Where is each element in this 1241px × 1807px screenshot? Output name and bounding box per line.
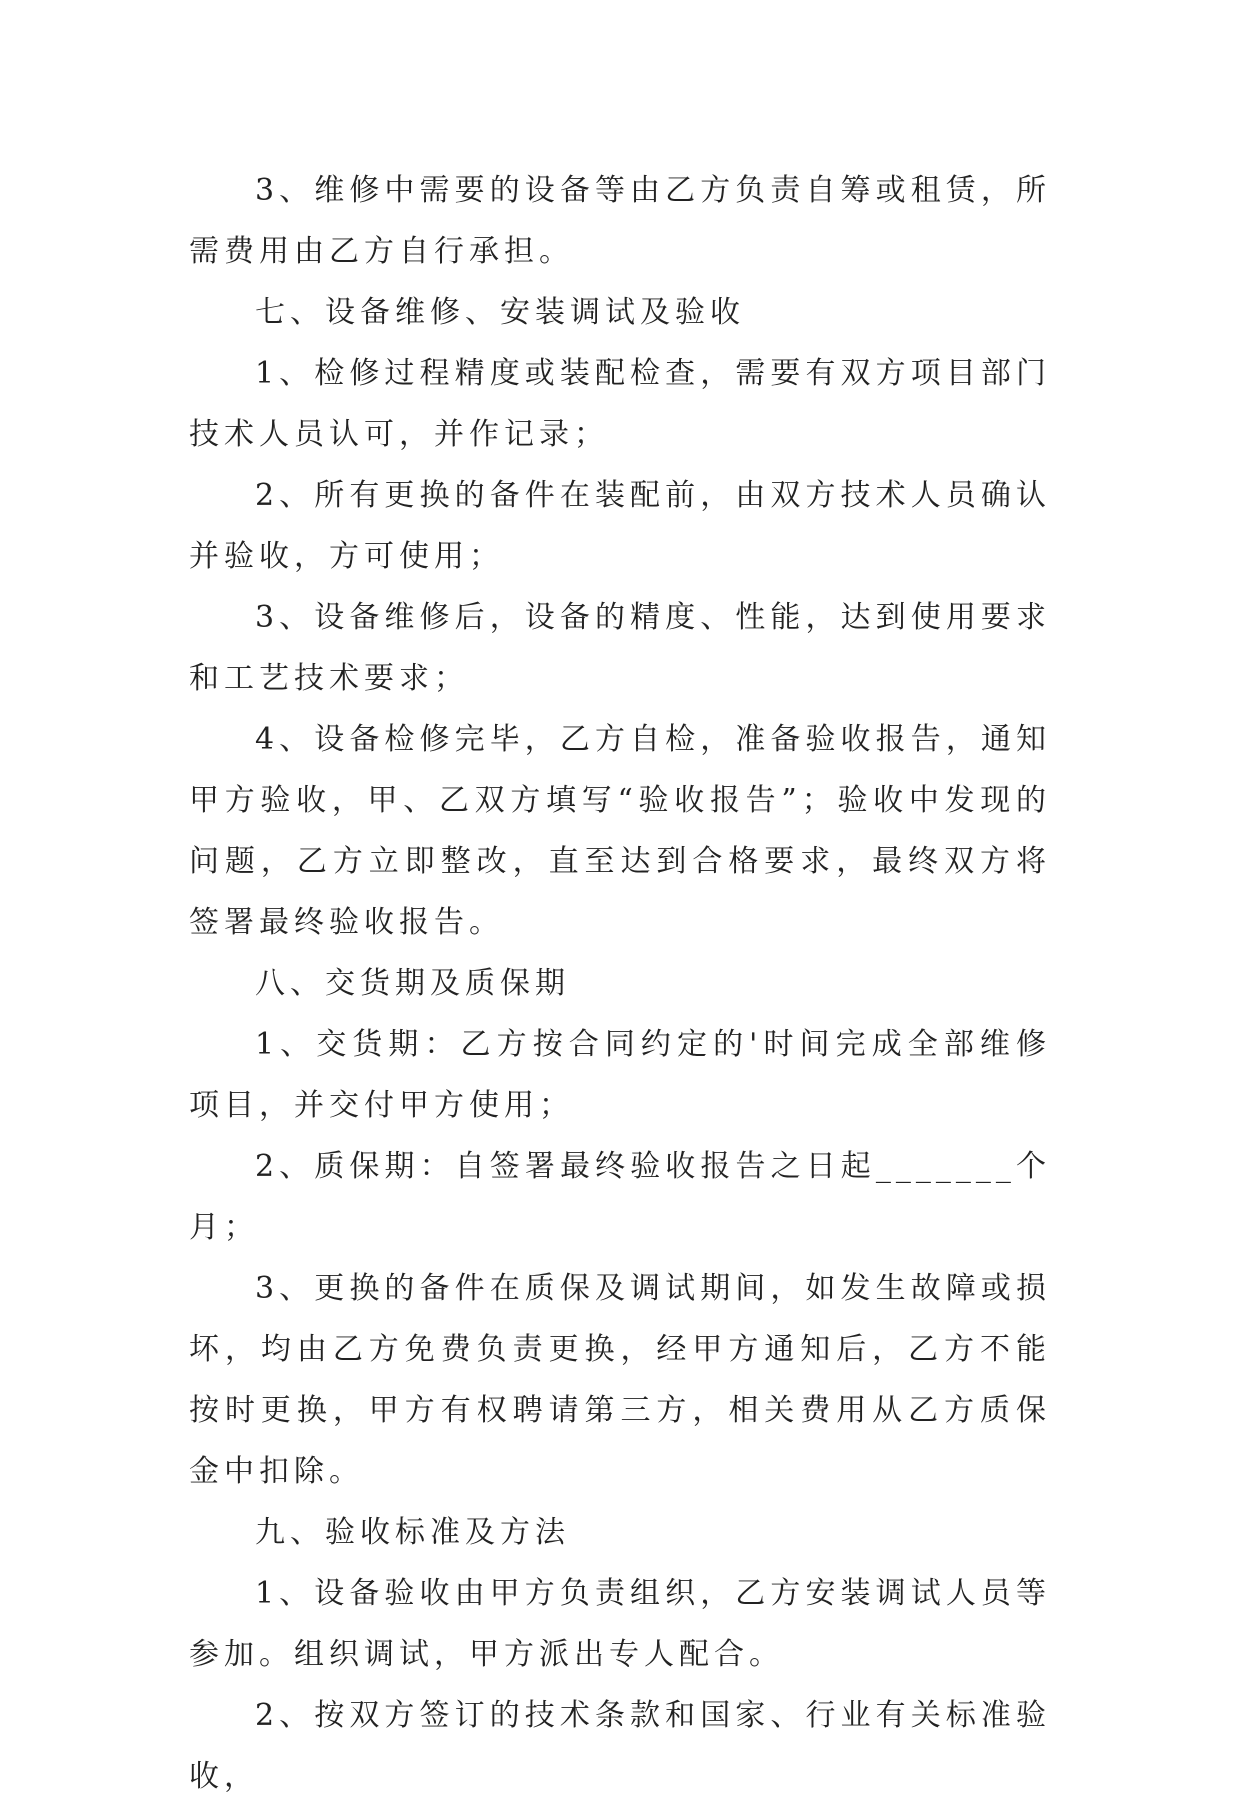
- paragraph-clause-7-4: 4、设备检修完毕，乙方自检，准备验收报告，通知甲方验收，甲、乙双方填写“验收报告”；验收中发现的问题，乙方立即整改，直至达到合格要求，最终双方将签署最终验收报告。: [189, 722, 1051, 940]
- paragraph-clause-6-3: 3、维修中需要的设备等由乙方负责自筹或租赁，所需费用由乙方自行承担。: [189, 173, 1051, 269]
- paragraph-clause-9-1: 1、设备验收由甲方负责组织，乙方安装调试人员等参加。组织调试，甲方派出专人配合。: [189, 1576, 1051, 1672]
- paragraph-clause-7-2: 2、所有更换的备件在装配前，由双方技术人员确认并验收，方可使用；: [189, 478, 1051, 574]
- paragraph-clause-8-2: 2、质保期：自签署最终验收报告之日起_______个月；: [189, 1149, 1051, 1245]
- paragraph-clause-8-3: 3、更换的备件在质保及调试期间，如发生故障或损坏，均由乙方免费负责更换，经甲方通知后，乙方不能按时更换，甲方有权聘请第三方，相关费用从乙方质保金中扣除。: [189, 1271, 1051, 1489]
- section-heading-7: 七、设备维修、安装调试及验收: [255, 295, 745, 330]
- paragraph-clause-9-2: 2、按双方签订的技术条款和国家、行业有关标准验收，: [189, 1698, 1051, 1794]
- paragraph-clause-7-1: 1、检修过程精度或装配检查，需要有双方项目部门技术人员认可，并作记录；: [189, 356, 1051, 452]
- paragraph-clause-7-3: 3、设备维修后，设备的精度、性能，达到使用要求和工艺技术要求；: [189, 600, 1051, 696]
- document-body: [189, 160, 1051, 1807]
- section-heading-9: 九、验收标准及方法: [255, 1515, 570, 1550]
- section-heading-8: 八、交货期及质保期: [255, 966, 570, 1001]
- paragraph-clause-8-1: 1、交货期：乙方按合同约定的'时间完成全部维修项目，并交付甲方使用；: [189, 1027, 1051, 1123]
